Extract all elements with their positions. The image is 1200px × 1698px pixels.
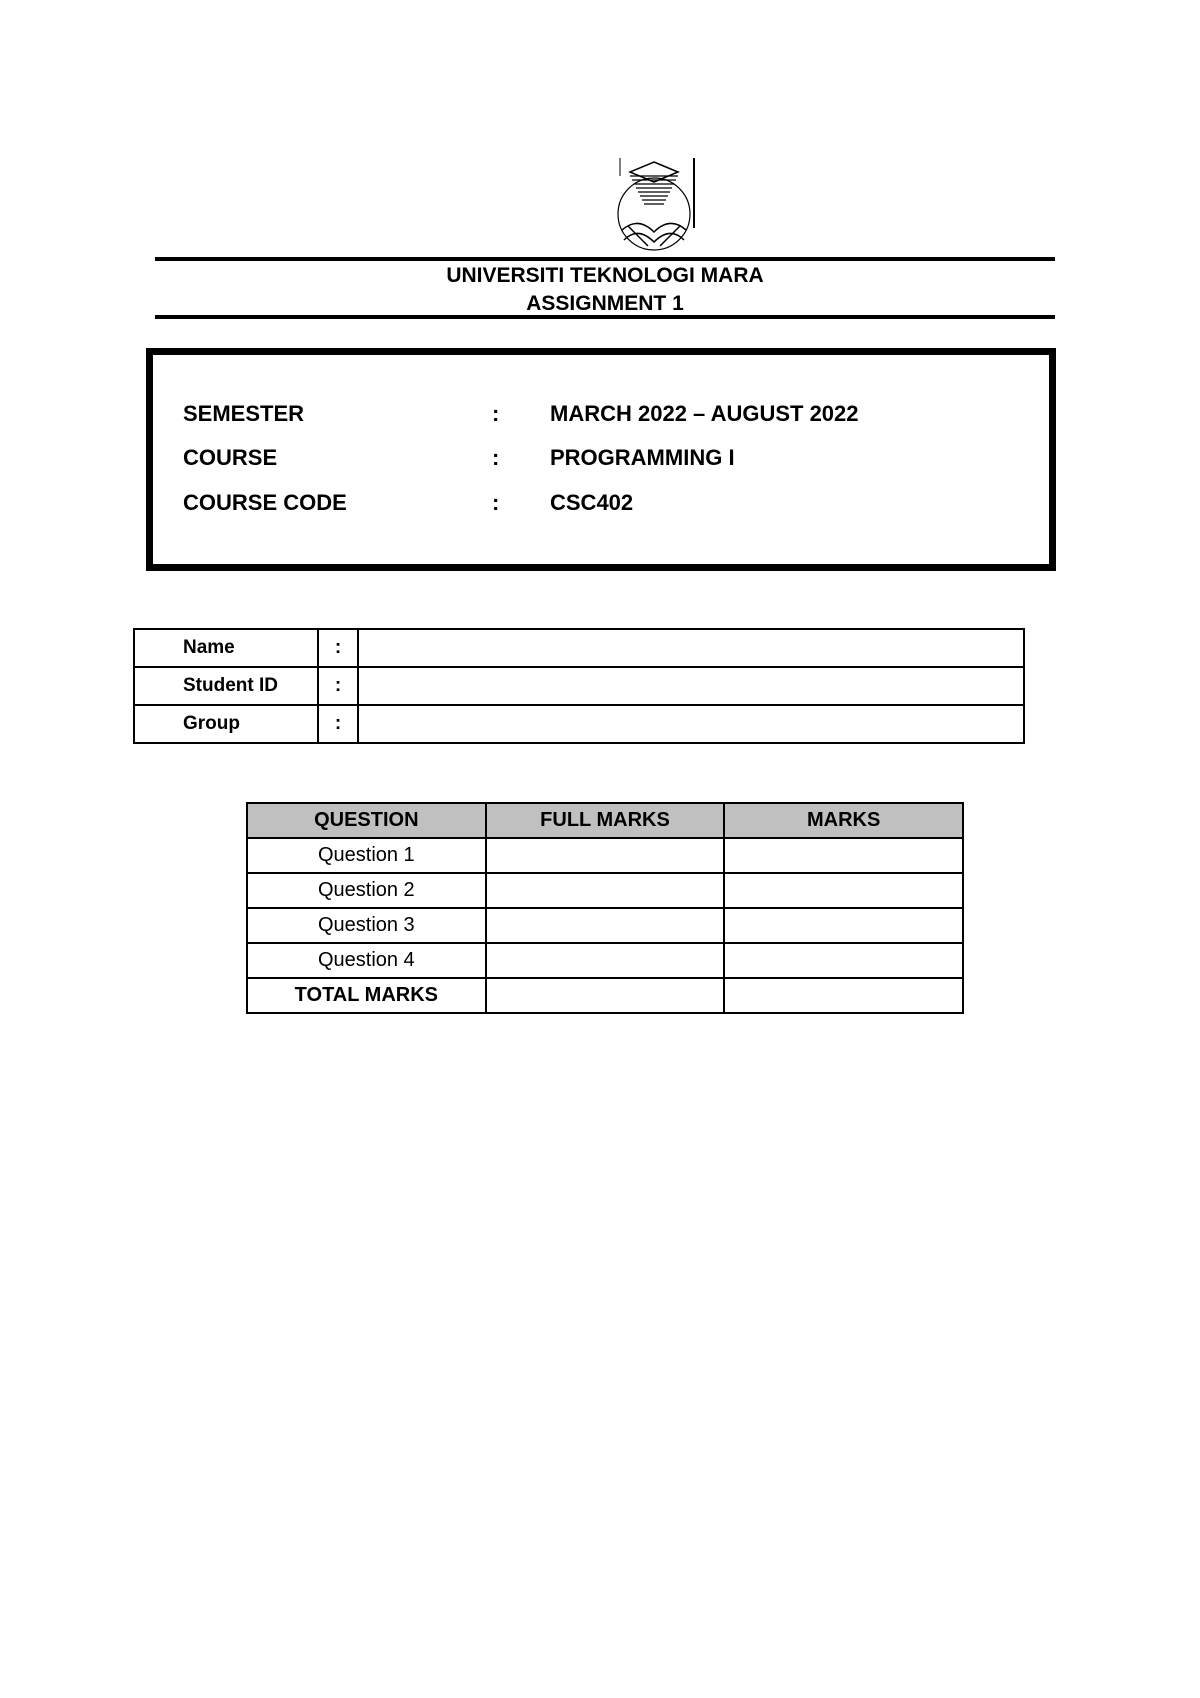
question-label: Question 3: [247, 908, 486, 943]
header-top-rule: [155, 257, 1055, 261]
student-separator: :: [318, 629, 358, 667]
table-row: [247, 838, 963, 873]
full-marks-cell[interactable]: [486, 943, 725, 978]
table-row: [247, 908, 963, 943]
total-row: [247, 978, 963, 1013]
student-details-table: [133, 628, 1025, 744]
student-label: Name: [134, 629, 318, 667]
table-row: [247, 943, 963, 978]
table-row: [247, 873, 963, 908]
university-logo-icon: [614, 156, 702, 258]
name-field[interactable]: [358, 629, 1024, 667]
marks-header-row: [247, 803, 963, 838]
full-marks-cell[interactable]: [486, 873, 725, 908]
university-name: UNIVERSITI TEKNOLOGI MARA: [446, 264, 764, 287]
question-label: Question 4: [247, 943, 486, 978]
assignment-title: ASSIGNMENT 1: [526, 292, 684, 315]
info-separator: :: [492, 445, 500, 470]
table-row: [134, 667, 1024, 705]
student-separator: :: [318, 667, 358, 705]
question-label: Question 2: [247, 873, 486, 908]
marks-cell[interactable]: [724, 908, 963, 943]
header-bottom-rule: [155, 315, 1055, 319]
student-separator: :: [318, 705, 358, 743]
info-label: COURSE CODE: [183, 490, 347, 515]
full-marks-cell[interactable]: [486, 838, 725, 873]
info-value: PROGRAMMING I: [550, 445, 735, 470]
student-label: Student ID: [134, 667, 318, 705]
question-label: Question 1: [247, 838, 486, 873]
info-label: SEMESTER: [183, 401, 305, 426]
column-header: MARKS: [724, 803, 963, 838]
marks-cell[interactable]: [724, 873, 963, 908]
full-marks-cell[interactable]: [486, 908, 725, 943]
marks-cell[interactable]: [724, 943, 963, 978]
info-value: MARCH 2022 – AUGUST 2022: [550, 401, 859, 426]
info-separator: :: [492, 401, 500, 426]
total-full-marks-cell[interactable]: [486, 978, 725, 1013]
total-marks-cell[interactable]: [724, 978, 963, 1013]
marks-cell[interactable]: [724, 838, 963, 873]
column-header: QUESTION: [247, 803, 486, 838]
table-row: [134, 629, 1024, 667]
student-label: Group: [134, 705, 318, 743]
table-row: [134, 705, 1024, 743]
info-label: COURSE: [183, 445, 278, 470]
marks-table: [246, 802, 964, 1014]
column-header: FULL MARKS: [486, 803, 725, 838]
student-id-field[interactable]: [358, 667, 1024, 705]
info-value: CSC402: [550, 490, 634, 515]
course-info-box: [146, 348, 1056, 571]
total-marks-label: TOTAL MARKS: [247, 978, 486, 1013]
group-field[interactable]: [358, 705, 1024, 743]
info-separator: :: [492, 490, 500, 515]
